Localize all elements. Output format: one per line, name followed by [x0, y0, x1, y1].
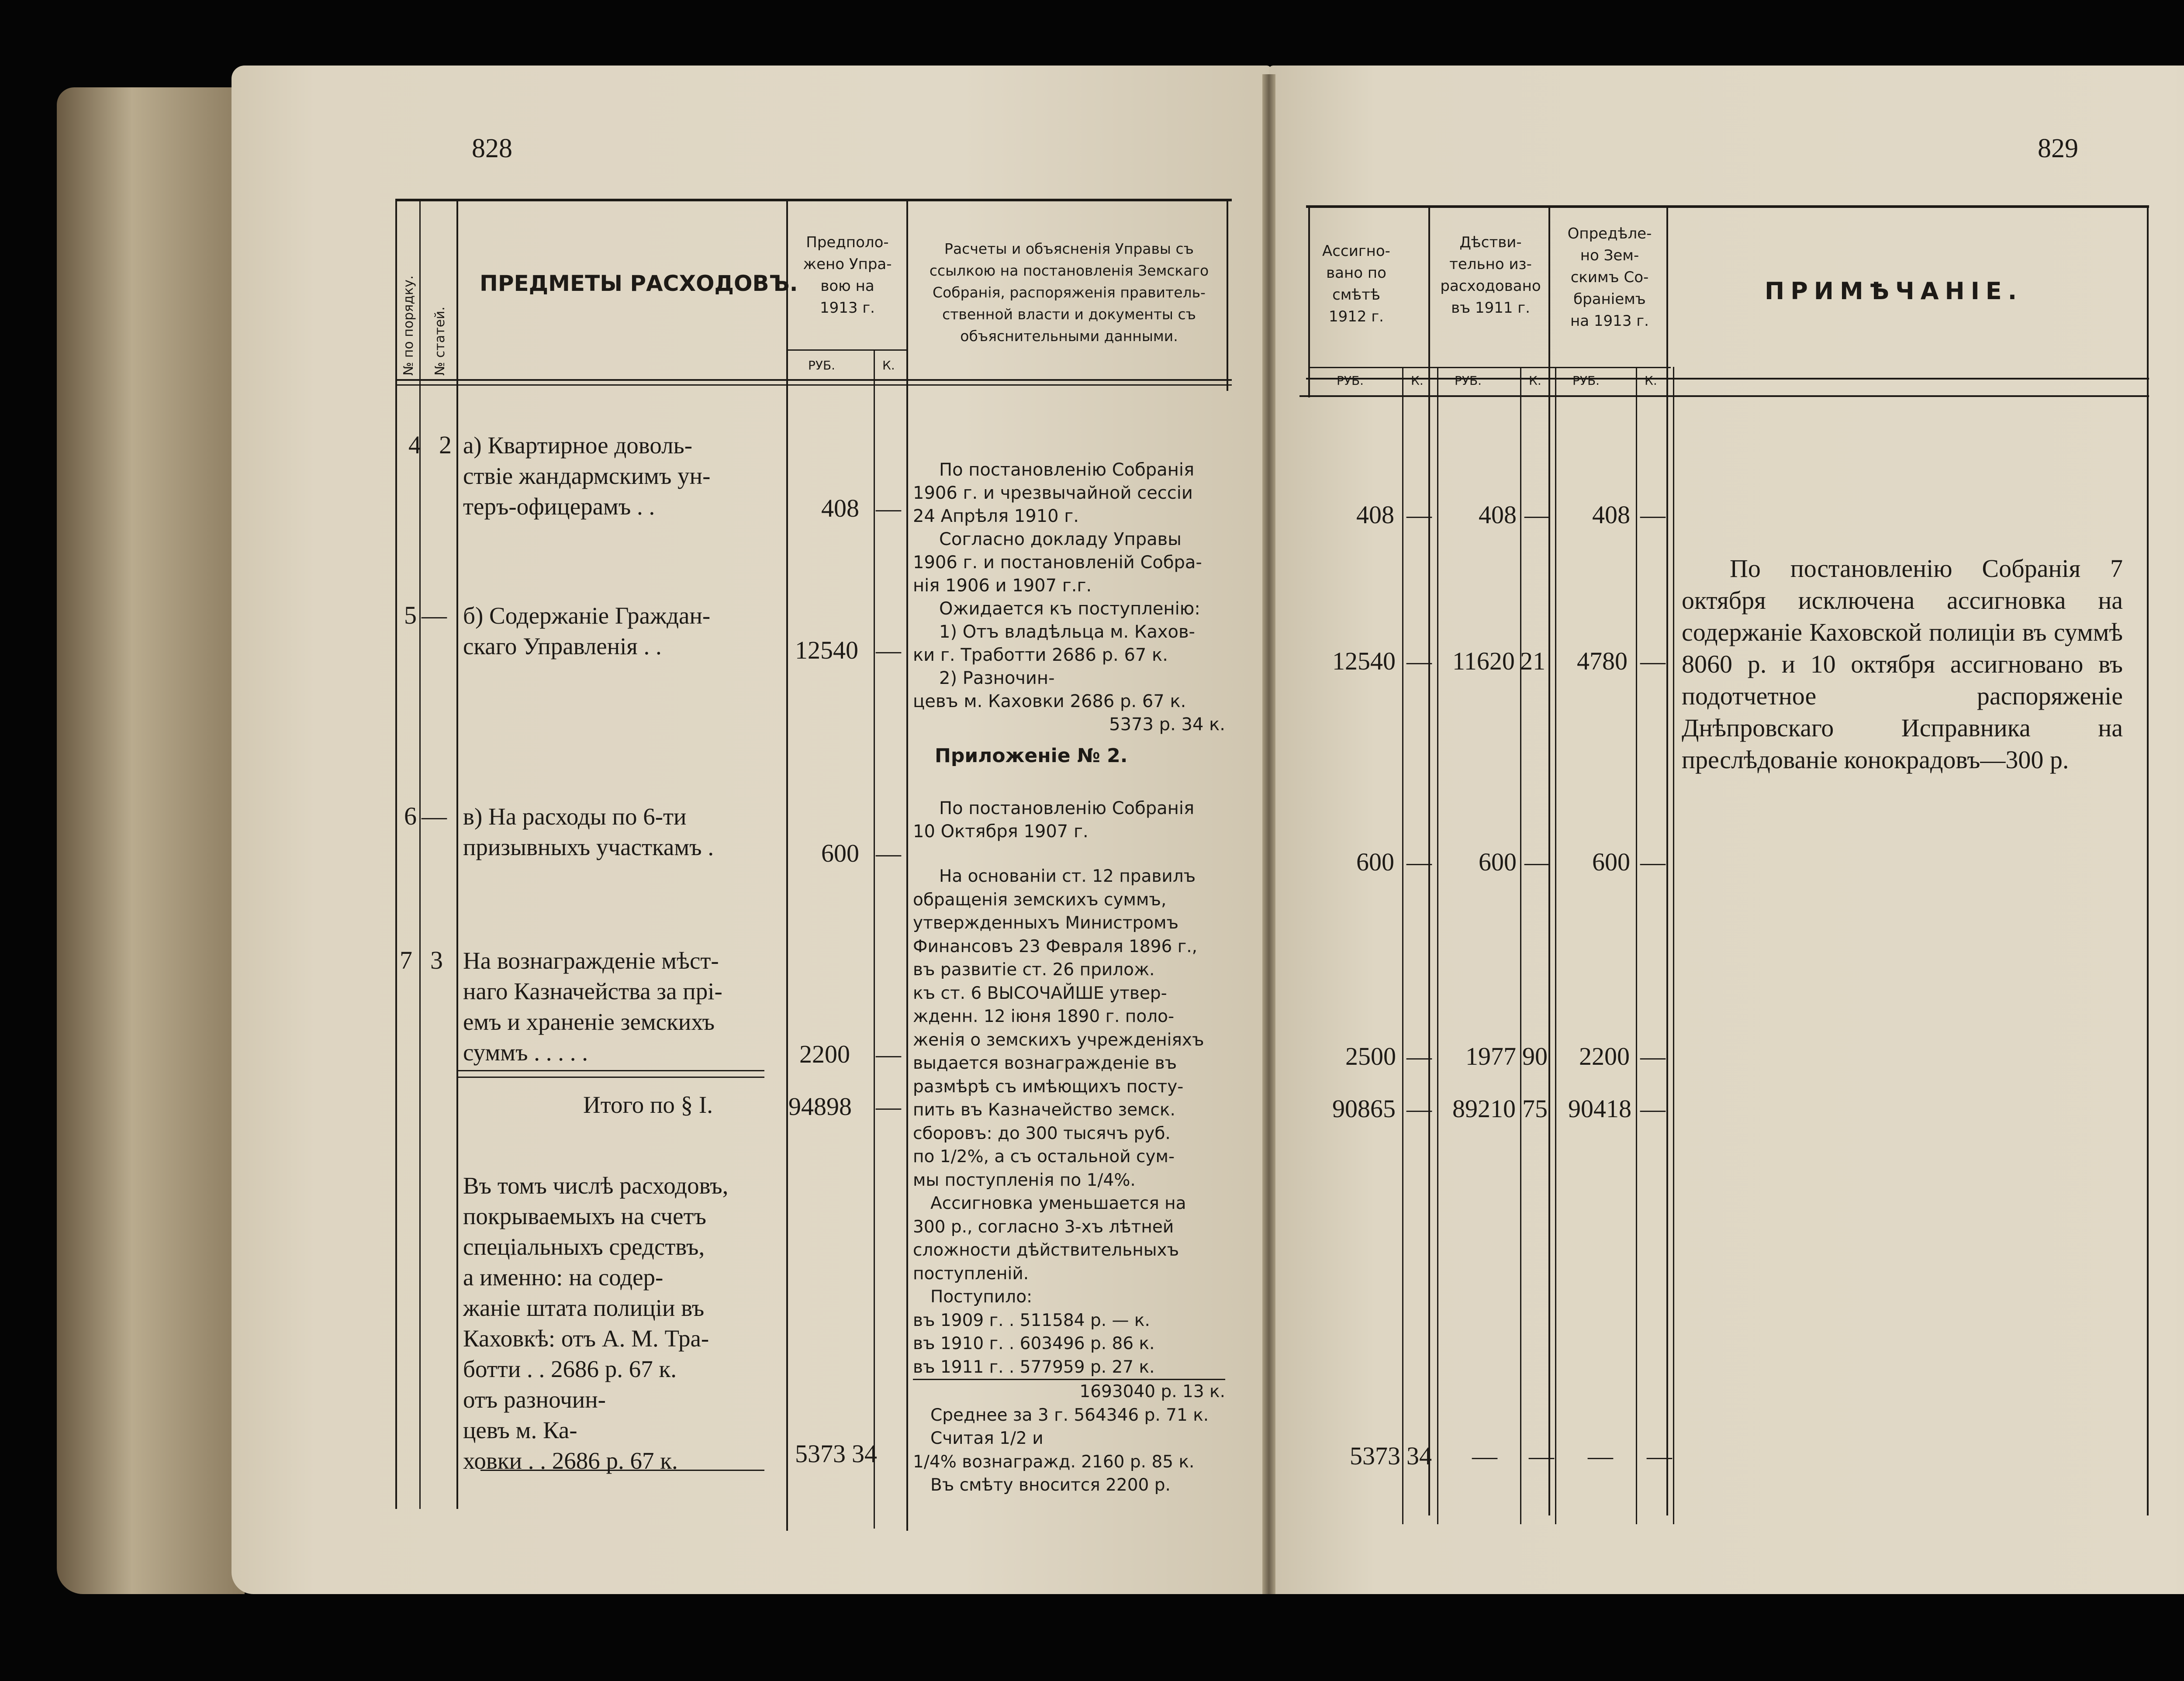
decided-rub: 408	[1592, 501, 1630, 529]
assigned-kop: —	[1406, 1094, 1432, 1123]
spent-rub: —	[1472, 1442, 1497, 1470]
decided-kop: —	[1640, 1042, 1666, 1070]
book-page-edges	[57, 87, 245, 1594]
right-page	[1269, 66, 2184, 1594]
assigned-rub: 12540	[1332, 647, 1396, 675]
decided-kop: —	[1640, 1094, 1666, 1123]
assigned-rub: 600	[1356, 848, 1394, 876]
decided-rub: 600	[1592, 848, 1630, 876]
row-proposed-kop: —	[876, 636, 901, 664]
header-assigned-1912: Ассигно- вано по смѣтѣ 1912 г.	[1322, 242, 1390, 325]
total-proposed-rub: 94898	[788, 1092, 852, 1121]
spent-kop: 21	[1520, 647, 1545, 675]
assigned-kop-label: К.	[1411, 373, 1424, 388]
row-order: 5	[404, 601, 417, 629]
row-proposed-rub: 408	[821, 494, 859, 522]
spent-kop: —	[1524, 848, 1550, 876]
row-article: 2	[439, 431, 452, 459]
assigned-rub: 408	[1356, 501, 1394, 529]
assigned-rub-label: РУБ.	[1337, 373, 1364, 388]
header-proposed: Предполо- жено Упра- вою на 1913 г.	[803, 234, 892, 317]
row-item-text: б) Содержаніе Граждан- скаго Управленія . .	[463, 602, 711, 659]
header-decided-1913: Опредѣле- но Зем- скимъ Со- браніемъ на 1913 г.	[1567, 225, 1652, 330]
assigned-kop: —	[1406, 848, 1432, 876]
spent-kop: 75	[1522, 1094, 1548, 1123]
decided-kop-label: К.	[1645, 373, 1657, 388]
decided-rub: —	[1588, 1442, 1613, 1470]
spent-kop-label: К.	[1529, 373, 1541, 388]
row-proposed-rub: 12540	[795, 636, 858, 664]
row-proposed-kop: —	[876, 839, 901, 867]
spent-rub-label: РУБ.	[1455, 373, 1482, 388]
header-notes-title: ПРИМѢЧАНІЕ.	[1765, 277, 2023, 305]
special-funds-text: Въ томъ числѣ расходовъ, покрываемыхъ на счетъ спеціальныхъ средствъ, а именно: на содер- жаніе штата полиціи въ Каховкѣ: отъ А. М. Тра- ботти . . 2686 р. 67 к. отъ разночин- цевъ м. Ка- ховки . . 2686 р. 67 к.	[463, 1172, 729, 1474]
spent-rub: 1977	[1465, 1042, 1516, 1070]
special-proposed-kop: 34	[852, 1439, 877, 1468]
row-article: 3	[430, 946, 443, 974]
calc-block-3: На основаніи ст. 12 правилъ обращенія земскихъ суммъ, утвержденныхъ Министромъ Финансовъ 23 Февраля 1896 г., въ развитіе ст. 26 прилож. къ ст. 6 ВЫСОЧАЙШЕ утвер- жденн. 12 іюня 1890 г. поло- женія о земскихъ учрежденіяхъ выдается вознагражденіе въ размѣрѣ съ имѣющихъ посту- пить въ Казначейство земск. сборовъ: до 300 тысячъ руб. по 1/2%, а съ остальной сум- мы поступленія по 1/4%. Ассигновка уменьшается на 300 р., согласно 3-хъ лѣтней сложности дѣйствительныхъ поступленій. Поступило: въ 1909 г. . 511584 р. — к. въ 1910 г. . 603496 р. 86 к. въ 1911 г. . 577959 р. 27 к. 1693040 р. 13 к. Среднее за 3 г. 564346 р. 71 к. Считая 1/2 и 1/4% вознагражд. 2160 р. 85 к. Въ смѣту вносится 2200 р.	[913, 866, 1225, 1495]
header-article-number: № статей.	[432, 306, 448, 376]
appendix-label: Приложеніе № 2.	[935, 745, 1128, 767]
spent-kop: 90	[1522, 1042, 1548, 1070]
header-order-number: № по порядку.	[401, 275, 416, 376]
decided-kop: —	[1640, 501, 1666, 529]
spent-rub: 89210	[1452, 1094, 1516, 1123]
assigned-rub: 90865	[1332, 1094, 1396, 1123]
page-number-right: 829	[2038, 134, 2078, 163]
row-proposed-kop: —	[876, 1040, 901, 1068]
row-article: —	[422, 601, 447, 629]
spent-kop: —	[1529, 1442, 1554, 1470]
row-item-text: в) На расходы по 6-ти призывныхъ участкамъ .	[463, 803, 714, 860]
decided-kop: —	[1640, 647, 1666, 675]
page-number-left: 828	[472, 134, 512, 163]
row-order: 7	[400, 946, 412, 974]
calc-block-1: По постановленію Собранія 1906 г. и чрезвычайной сессіи 24 Апрѣля 1910 г. Согласно докладу Управы 1906 г. и постановленій Собра- нія 1906 и 1907 г.г. Ожидается къ поступленію: 1) Отъ владѣльца м. Кахов- ки г. Тработти 2686 р. 67 к. 2) Разночин- цевъ м. Каховки 2686 р. 67 к. 5373 р. 34 к.	[913, 460, 1225, 735]
decided-rub-label: РУБ.	[1572, 373, 1600, 388]
header-calc-explanations: Расчеты и объясненія Управы съ ссылкою на постановленія Земскаго Собранія, распоряженія правитель- ственной власти и документы съ объяснительными данными.	[929, 240, 1209, 345]
book-spine	[1262, 74, 1275, 1594]
row-proposed-rub: 600	[821, 839, 859, 867]
row-proposed-rub: 2200	[799, 1040, 850, 1068]
row-item-text: На вознагражденіе мѣст- наго Казначейства за прі- емъ и храненіе земскихъ суммъ . . . . .	[463, 947, 722, 1066]
assigned-kop: 34	[1406, 1442, 1432, 1470]
spent-kop: —	[1524, 501, 1550, 529]
spent-rub: 11620	[1452, 647, 1515, 675]
decided-kop: —	[1647, 1442, 1672, 1470]
spent-rub: 600	[1479, 848, 1517, 876]
proposed-rub-label: РУБ.	[808, 358, 836, 373]
total-proposed-kop: —	[876, 1092, 901, 1121]
spent-rub: 408	[1479, 501, 1517, 529]
row-item-text: а) Квартирное доволь- ствіе жандармскимъ ун- теръ-офицерамъ . .	[463, 432, 711, 520]
assigned-kop: —	[1406, 501, 1432, 529]
decided-rub: 2200	[1579, 1042, 1630, 1070]
row-order: 4	[408, 431, 421, 459]
row-proposed-kop: —	[876, 494, 901, 522]
header-spent-1911: Дѣстви- тельно из- расходовано въ 1911 г.	[1440, 234, 1541, 317]
row-article: —	[422, 802, 447, 830]
decided-kop: —	[1640, 848, 1666, 876]
row-order: 6	[404, 802, 417, 830]
proposed-kop-label: К.	[882, 358, 895, 373]
decided-rub: 4780	[1577, 647, 1628, 675]
decided-rub: 90418	[1568, 1094, 1631, 1123]
assigned-kop: —	[1406, 647, 1432, 675]
assigned-kop: —	[1406, 1042, 1432, 1070]
assigned-rub: 2500	[1345, 1042, 1396, 1070]
header-items-title: ПРЕДМЕТЫ РАСХОДОВЪ.	[480, 271, 798, 296]
total-label: Итого по § I.	[583, 1091, 713, 1118]
assigned-rub: 5373	[1350, 1442, 1400, 1470]
note-text: По постановленію Собранія 7 октября исключена ассигновка на содержаніе Каховской полиціи въ суммѣ 8060 р. и 10 октября ассигновано въ подотчетное распоряженіе Днѣпровскаго Исправника на преслѣдованіе конокрадовъ—300 р.	[1682, 554, 2123, 774]
calc-block-2: По постановленію Собранія 10 Октября 1907 г.	[913, 798, 1195, 842]
special-proposed-rub: 5373	[795, 1439, 846, 1468]
